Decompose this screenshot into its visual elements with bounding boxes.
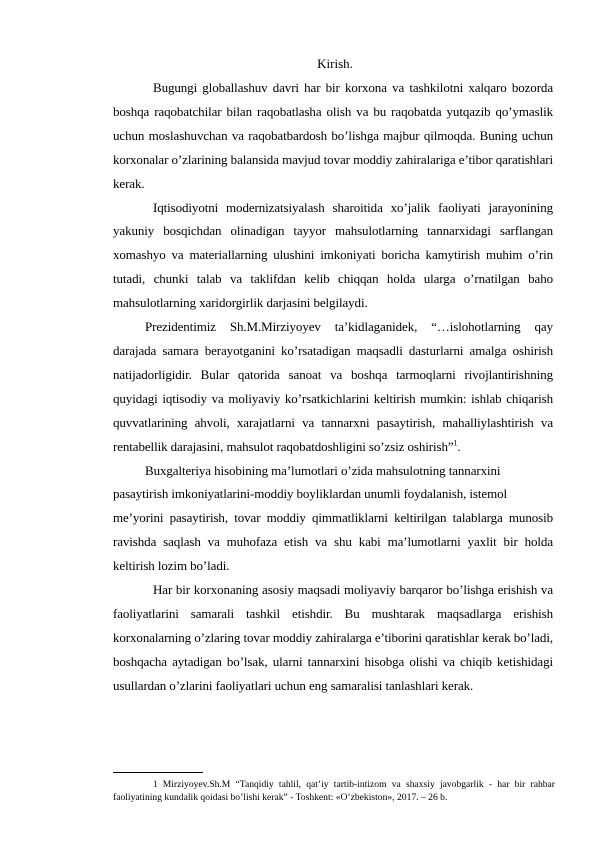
paragraph-5: Har bir korxonaning asosiy maqsadi moliyaviy barqaror bo’lishga erishish va faoliyatlarini samarali tashkil etishdir. Bu mushtarak maqsadlarga erishish korxonalarning o’zlaring tovar moddiy zahiralarga e’tiborini qaratishlar kerak bo’ladi, boshqacha aytadigan bo’lsak, ularni tannarxini hisobga olishi va chiqib ketishidagi usullardan o’zlarini faoliyatlari uchun eng samaralisi tanlashlari kerak. xyxy=(113,582,553,693)
footnote-number: 1 xyxy=(153,779,158,789)
paragraph-3-end: . xyxy=(457,438,461,454)
footnote-reference[interactable]: 1 xyxy=(453,438,458,448)
page-title: Kirish. xyxy=(317,56,353,71)
paragraph-4-continued: me’yorini pasaytirish, tovar moddiy qimmatliklarni keltirilgan talablarga munosib ravishda saqlash va muhofaza etish va shu kabi ma’lumotlarni yaxlit bir holda keltirish lozim bo’ladi. xyxy=(113,510,553,574)
paragraph-4-line-1: Buxgalteriya hisobining ma’lumotlari o’zida mahsulotning tannarxini xyxy=(145,462,501,478)
paragraph-1: Bugungi globallashuv davri har bir korxona va tashkilotni xalqaro bozorda boshqa raqobatchilar bilan raqobatlasha olish va bu raqobatda yutqazib qo’ymaslik uchun moslashuvchan va raqobatbardosh bo’lishga majbur qilmoqda. Buning uchun korxonalar o’zlarining balansida mavjud tovar moddiy zahiralariga e’tibor qaratishlari kerak. xyxy=(113,80,553,191)
paragraph-2: Iqtisodiyotni modernizatsiyalash sharoitida xo’jalik faoliyati jarayonining yakuniy bosqichdan olinadigan tayyor mahsulotlarning tannarxidagi sarflangan xomashyo va materiallarning ulushini imkoniyati boricha kamytirish muhim o’rin tutadi, chunki talab va taklifdan kelib chiqqan holda ularga o’rnatilgan baho mahsulotlarning xaridorgirlik darjasini belgilaydi. xyxy=(113,199,553,311)
paragraph-4-line-2: pasaytirish imkoniyatlarini-moddiy boyliklardan unumli foydalanish, istemol xyxy=(113,486,507,502)
paragraph-3 xyxy=(113,315,553,458)
footnote xyxy=(113,778,555,804)
body-text xyxy=(113,76,553,698)
footnote-divider xyxy=(113,772,203,773)
footnote-text: Mirziyoyev.Sh.M “Tanqidiy tahlil, qat’iy tartib-intizom va shaxsiy javobgarlik - har bir rahbar faoliyatining kundalik qoidasi bo’lishi kerak” - Toshkent: «O’zbekiston», 2017. – 26 b. xyxy=(113,779,556,803)
paragraph-3-text: Prezidentimiz Sh.M.Mirziyoyev ta’kidlaganidek, “…islohotlarning qay darajada samara berayotganini ko’rsatadigan maqsadli dasturlarni amalga oshirish natijadorligidir. Bular qatorida sanoat va boshqa tarmoqlarni rivojlantirishning quyidagi iqtisodiy va moliyaviy ko’rsatkichlarini keltirish mumkin: ishlab chiqarish quvvatlarining ahvoli, xarajatlarni va tannarxni pasaytirish, mahalliylashtirish va rentabellik darajasini, mahsulot raqobatdoshligini so’zsiz oshirish” xyxy=(113,319,553,454)
